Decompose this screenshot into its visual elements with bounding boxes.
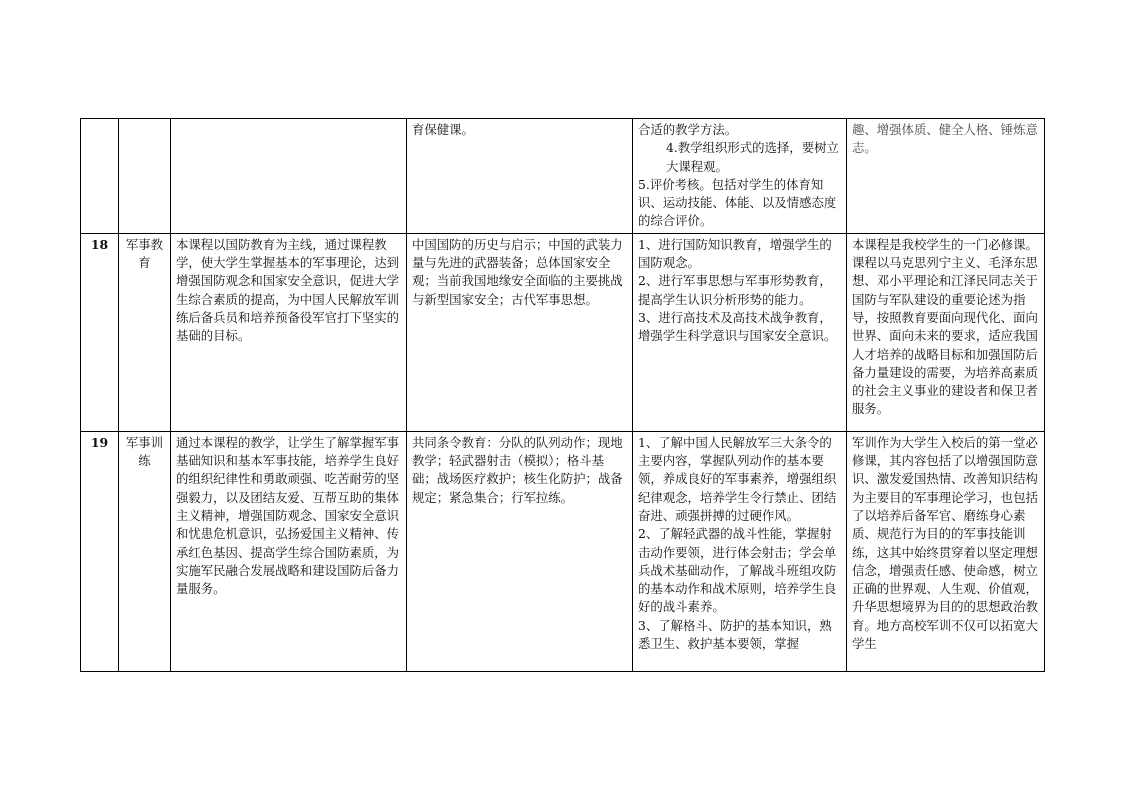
course-name [119,119,171,234]
course-name: 军事训练 [119,431,171,671]
requirement-item: 4.教学组织形式的选择，要树立大课程观。 [666,140,839,174]
course-remarks: 趣、增强体质、健全人格、锤炼意志。 [847,119,1045,234]
course-requirements [633,431,847,671]
requirement-item: 5.评价考核。包括对学生的体育知识、运动技能、体能、以及情感态度的综合评价。 [638,176,837,229]
course-name: 军事教育 [119,233,171,431]
course-content: 中国国防的历史与启示；中国的武装力量与先进的武器装备；总体国家安全观；当前我国地缘安全面临的主要挑战与新型国家安全；古代军事思想。 [407,233,633,431]
table-row [81,233,1045,431]
curriculum-table [80,118,1045,672]
course-number: 19 [81,431,119,671]
requirement-item: 2、进行军事思想与军事形势教育，提高学生认识分析形势的能力。 [638,273,832,307]
table-row [81,119,1045,234]
course-number: 18 [81,233,119,431]
course-objective: 通过本课程的教学，让学生了解掌握军事基础知识和基本军事技能，培养学生良好的组织纪律性和勇敢顽强、吃苦耐劳的坚强毅力，以及团结友爱、互帮互助的集体主义精神，增强国防观念、国家安全意识和忧患危机意识，弘扬爱国主义精神、传承红色基因、提高学生综合国防素质，为实施军民融合发展战略和建设国防后备力量服务。 [171,431,407,671]
requirement-item: 合适的教学方法。 [638,122,738,137]
requirement-item: 3、了解格斗、防护的基本知识，熟悉卫生、救护基本要领，掌握 [638,617,832,652]
course-objective [171,119,407,234]
table-row [81,431,1045,671]
course-content: 育保健课。 [407,119,633,234]
course-requirements [633,233,847,431]
course-content: 共同条令教育：分队的队列动作；现地教学；轻武器射击（模拟）；格斗基础；战场医疗救护；核生化防护；战备规定；紧急集合；行军拉练。 [407,431,633,671]
requirement-item: 2、了解轻武器的战斗性能，掌握射击动作要领，进行体会射击；学会单兵战术基础动作，了解战斗班组攻防的基本动作和战术原则，培养学生良好的战斗素养。 [638,526,837,615]
course-remarks: 本课程是我校学生的一门必修课。课程以马克思列宁主义、毛泽东思想、邓小平理论和江泽民同志关于国防与军队建设的重要论述为指导，按照教育要面向现代化、面向世界、面向未来的要求，适应我国人才培养的战略目标和加强国防后备力量建设的需要，为培养高素质的社会主义事业的建设者和保卫者服务。 [847,233,1045,431]
requirement-item: 1、进行国防知识教育，增强学生的国防观念。 [638,236,832,271]
course-objective: 本课程以国防教育为主线，通过课程教学，使大学生掌握基本的军事理论，达到增强国防观念和国家安全意识，促进大学生综合素质的提高，为中国人民解放军训练后备兵员和培养预备役军官打下坚实的基础的目标。 [171,233,407,431]
course-requirements [633,119,847,234]
course-number [81,119,119,234]
course-remarks: 军训作为大学生入校后的第一堂必修课，其内容包括了以增强国防意识、激发爱国热情、改善知识结构为主要目的军事理论学习，也包括了以培养后备军官、磨练身心素质、规范行为目的的军事技能训练，这其中始终贯穿着以坚定理想信念，增强责任感、使命感，树立正确的世界观、人生观、价值观，升华思想境界为目的的思想政治教育。地方高校军训不仅可以拓宽大学生 [847,431,1045,671]
requirement-item: 1、了解中国人民解放军三大条令的主要内容，掌握队列动作的基本要领，养成良好的军事素养，增强组织纪律观念，培养学生令行禁止、团结奋进、顽强拼搏的过硬作风。 [638,434,837,523]
requirement-item: 3、进行高技术及高技术战争教育，增强学生科学意识与国家安全意识。 [638,309,837,344]
